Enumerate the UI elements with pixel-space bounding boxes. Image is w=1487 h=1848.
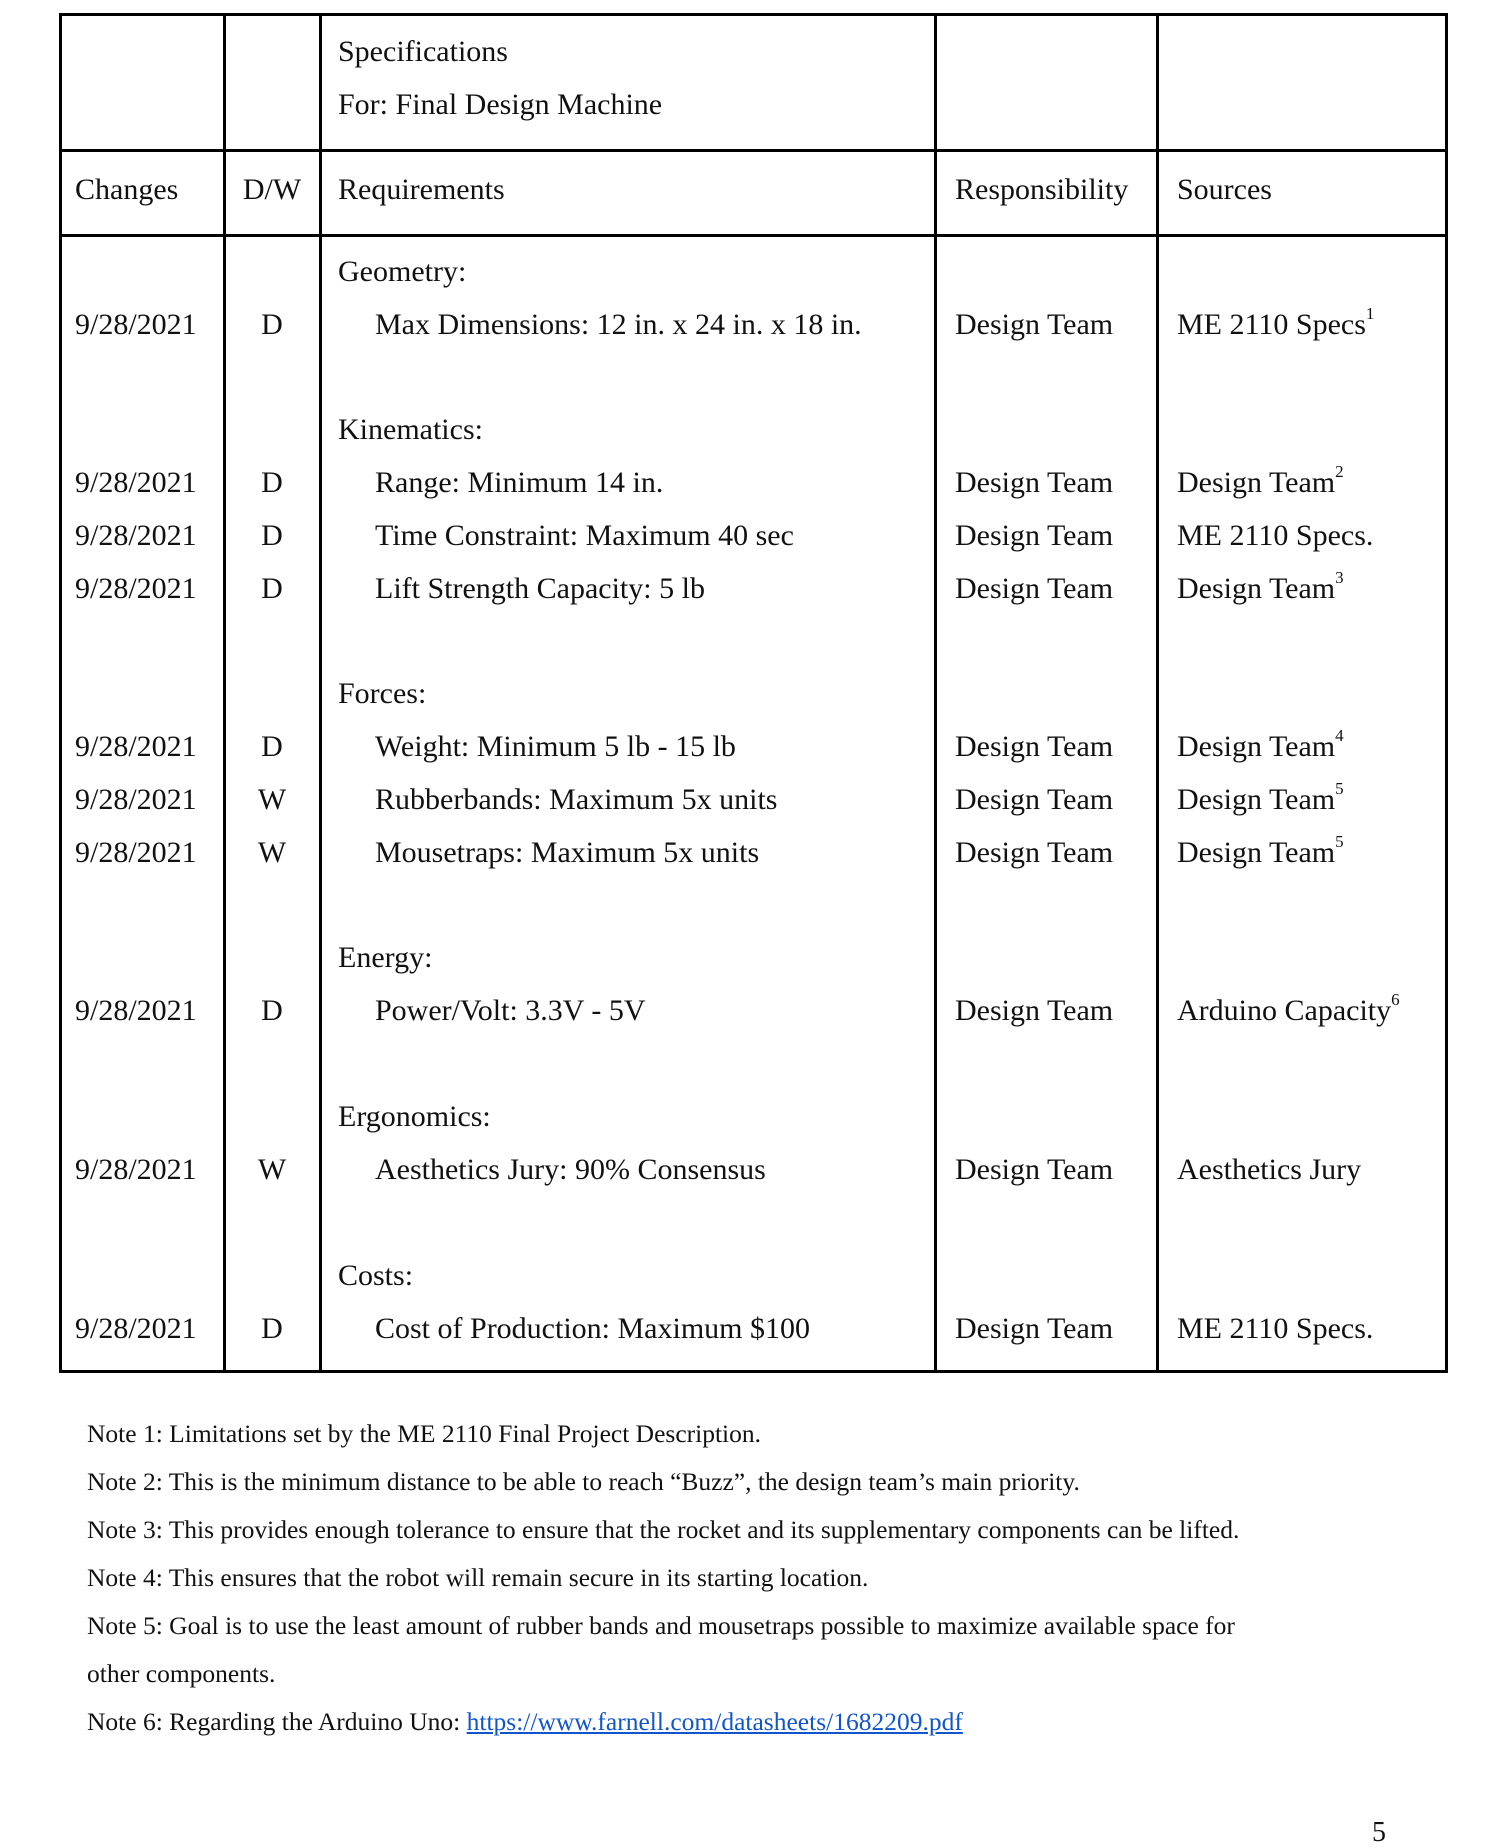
footnote-line: Note 4: This ensures that the robot will remain secure in its starting location. <box>87 1563 869 1592</box>
cell-requirement: Rubberbands: Maximum 5x units <box>375 783 778 816</box>
cell-source <box>1177 1153 1361 1187</box>
footnote-ref: 4 <box>1335 726 1344 745</box>
cell-dw: D <box>261 519 283 552</box>
footnote-line: Note 5: Goal is to use the least amount of rubber bands and mousetraps possible to maximize available space for <box>87 1611 1235 1640</box>
header-changes: Changes <box>75 173 179 206</box>
cell-dw: W <box>257 836 287 869</box>
cell-responsibility: Design Team <box>955 730 1114 763</box>
cell-requirement: Aesthetics Jury: 90% Consensus <box>375 1153 766 1186</box>
cell-responsibility: Design Team <box>955 1153 1114 1186</box>
footnote-ref: 6 <box>1391 990 1400 1009</box>
header-sources: Sources <box>1177 173 1272 206</box>
cell-responsibility: Design Team <box>955 994 1114 1027</box>
cell-change-date: 9/28/2021 <box>75 1312 197 1345</box>
cell-responsibility: Design Team <box>955 519 1114 552</box>
source-text: Design Team <box>1177 730 1336 763</box>
row-divider <box>62 234 1445 237</box>
table-subtitle: For: Final Design Machine <box>338 88 663 121</box>
col-divider <box>223 16 226 1370</box>
footnote-line: Note 2: This is the minimum distance to be able to reach “Buzz”, the design team’s main priority. <box>87 1467 1080 1496</box>
cell-requirement: Weight: Minimum 5 lb - 15 lb <box>375 730 736 763</box>
cell-requirement: Power/Volt: 3.3V - 5V <box>375 994 646 1027</box>
section-heading: Geometry: <box>338 255 467 288</box>
cell-responsibility: Design Team <box>955 308 1114 341</box>
section-heading: Ergonomics: <box>338 1100 491 1133</box>
cell-source <box>1177 1312 1373 1346</box>
cell-dw: D <box>261 994 283 1027</box>
cell-change-date: 9/28/2021 <box>75 466 197 499</box>
cell-dw: W <box>257 1153 287 1186</box>
section-heading: Costs: <box>338 1259 414 1292</box>
cell-change-date: 9/28/2021 <box>75 783 197 816</box>
cell-requirement: Range: Minimum 14 in. <box>375 466 664 499</box>
cell-requirement: Max Dimensions: 12 in. x 24 in. x 18 in. <box>375 308 862 341</box>
specifications-table <box>59 13 1448 1373</box>
page-number: 5 <box>1372 1817 1386 1848</box>
cell-change-date: 9/28/2021 <box>75 1153 197 1186</box>
cell-responsibility: Design Team <box>955 783 1114 816</box>
footnotes <box>87 1410 1427 1746</box>
cell-requirement: Mousetraps: Maximum 5x units <box>375 836 760 869</box>
source-text: Design Team <box>1177 836 1336 869</box>
cell-source <box>1177 304 1375 342</box>
footnote-ref: 5 <box>1335 832 1344 851</box>
footnote-line: Note 3: This provides enough tolerance to ensure that the rocket and its supplementary components can be lifted. <box>87 1515 1240 1544</box>
footnote-ref: 5 <box>1335 779 1344 798</box>
cell-change-date: 9/28/2021 <box>75 836 197 869</box>
cell-change-date: 9/28/2021 <box>75 994 197 1027</box>
cell-requirement: Time Constraint: Maximum 40 sec <box>375 519 794 552</box>
note-6 <box>87 1698 1427 1746</box>
source-text: Design Team <box>1177 572 1336 605</box>
datasheet-link[interactable]: https://www.farnell.com/datasheets/1682209.pdf <box>466 1707 963 1736</box>
col-divider <box>319 16 322 1370</box>
header-dw: D/W <box>242 173 302 206</box>
cell-change-date: 9/28/2021 <box>75 519 197 552</box>
source-text: Design Team <box>1177 466 1336 499</box>
section-heading: Energy: <box>338 941 433 974</box>
footnote-line: other components. <box>87 1659 276 1688</box>
col-divider <box>1156 16 1159 1370</box>
cell-responsibility: Design Team <box>955 466 1114 499</box>
source-text: ME 2110 Specs <box>1177 308 1366 341</box>
table-title: Specifications <box>338 35 508 68</box>
cell-responsibility: Design Team <box>955 572 1114 605</box>
col-divider <box>934 16 937 1370</box>
source-text: ME 2110 Specs. <box>1177 519 1374 552</box>
cell-dw: D <box>261 1312 283 1345</box>
footnote-ref: 2 <box>1335 462 1344 481</box>
cell-source <box>1177 832 1344 870</box>
cell-change-date: 9/28/2021 <box>75 572 197 605</box>
note-6-text: Note 6: Regarding the Arduino Uno: <box>87 1707 467 1736</box>
section-heading: Kinematics: <box>338 413 483 446</box>
cell-source <box>1177 990 1400 1028</box>
header-requirements: Requirements <box>338 173 505 206</box>
cell-dw: W <box>257 783 287 816</box>
footnote-ref: 1 <box>1365 304 1375 323</box>
section-heading: Forces: <box>338 677 427 710</box>
footnote-line: Note 1: Limitations set by the ME 2110 Final Project Description. <box>87 1419 762 1448</box>
cell-change-date: 9/28/2021 <box>75 308 197 341</box>
footnote-ref: 3 <box>1335 568 1344 587</box>
cell-responsibility: Design Team <box>955 836 1114 869</box>
source-text: Aesthetics Jury <box>1177 1153 1362 1186</box>
cell-requirement: Lift Strength Capacity: 5 lb <box>375 572 705 605</box>
cell-responsibility: Design Team <box>955 1312 1114 1345</box>
row-divider <box>62 149 1445 152</box>
cell-dw: D <box>261 572 283 605</box>
cell-dw: D <box>261 730 283 763</box>
header-responsibility: Responsibility <box>955 173 1129 206</box>
cell-requirement: Cost of Production: Maximum $100 <box>375 1312 810 1345</box>
cell-source <box>1177 568 1344 606</box>
cell-source <box>1177 519 1373 553</box>
source-text: Arduino Capacity <box>1177 994 1392 1027</box>
source-text: Design Team <box>1177 783 1336 816</box>
cell-source <box>1177 779 1344 817</box>
cell-dw: D <box>261 466 283 499</box>
cell-change-date: 9/28/2021 <box>75 730 197 763</box>
source-text: ME 2110 Specs. <box>1177 1312 1374 1345</box>
cell-dw: D <box>261 308 283 341</box>
cell-source <box>1177 726 1344 764</box>
cell-source <box>1177 462 1344 500</box>
